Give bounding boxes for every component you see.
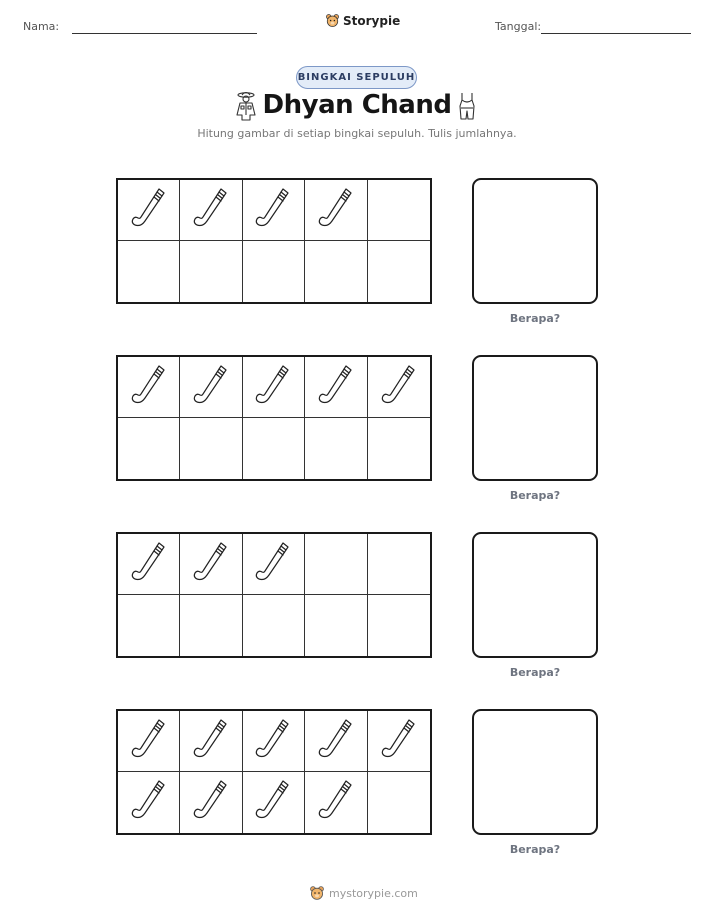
ten-frame-cell: [118, 772, 180, 833]
hockey-stick-icon: [191, 363, 231, 412]
name-label: Nama:: [23, 20, 60, 33]
hockey-stick-icon: [379, 363, 419, 412]
ten-frame-cell: [243, 772, 305, 833]
ten-frame-cell: [305, 772, 367, 833]
ten-frame-cell: [118, 595, 180, 656]
ten-frame-cell: [305, 534, 367, 595]
brand-logo: [325, 13, 400, 28]
worksheet-type-badge: BINGKAI SEPULUH: [296, 66, 417, 89]
ten-frame-cell: [180, 772, 242, 833]
answer-label: Berapa?: [509, 489, 561, 502]
answer-label: Berapa?: [509, 666, 561, 679]
hockey-stick-icon: [191, 186, 231, 235]
hockey-stick-icon: [253, 717, 293, 766]
bear-mascot-icon: [309, 885, 325, 901]
answer-box[interactable]: [472, 709, 598, 835]
ten-frame-cell: [180, 534, 242, 595]
answer-box[interactable]: [472, 178, 598, 304]
ten-frame-cell: [118, 711, 180, 772]
sports-singlet-icon: [456, 92, 478, 120]
ten-frame-cell: [118, 534, 180, 595]
ten-frame-cell: [243, 711, 305, 772]
ten-frame-cell: [180, 595, 242, 656]
ten-frame-cell: [243, 241, 305, 302]
brand-name: Storypie: [343, 13, 401, 28]
bear-mascot-icon: [325, 13, 340, 28]
ten-frame-cell: [305, 711, 367, 772]
hockey-stick-icon: [253, 186, 293, 235]
date-line: [541, 33, 691, 34]
ten-frame-cell: [180, 711, 242, 772]
page-title: Dhyan Chand: [262, 90, 452, 120]
instructions: Hitung gambar di setiap bingkai sepuluh. Tulis jumlahnya.: [197, 127, 517, 140]
ten-frame-cell: [118, 418, 180, 479]
ten-frame-cell: [305, 357, 367, 418]
hockey-stick-icon: [129, 363, 169, 412]
hockey-stick-icon: [316, 186, 356, 235]
hockey-stick-icon: [253, 778, 293, 827]
hockey-stick-icon: [316, 717, 356, 766]
ten-frame-cell: [243, 595, 305, 656]
ten-frame-cell: [305, 180, 367, 241]
hockey-stick-icon: [316, 363, 356, 412]
answer-label: Berapa?: [509, 312, 561, 325]
name-line: [72, 33, 257, 34]
ten-frame-cell: [118, 241, 180, 302]
ten-frame-cell: [368, 241, 430, 302]
ten-frame-cell: [118, 357, 180, 418]
hockey-stick-icon: [191, 717, 231, 766]
ten-frame-cell: [243, 418, 305, 479]
hockey-stick-icon: [129, 186, 169, 235]
ten-frame-cell: [305, 241, 367, 302]
hockey-stick-icon: [379, 717, 419, 766]
answer-box[interactable]: [472, 532, 598, 658]
ten-frame-cell: [305, 595, 367, 656]
ten-frame-cell: [368, 418, 430, 479]
ten-frame-cell: [180, 180, 242, 241]
hockey-stick-icon: [253, 540, 293, 589]
ten-frame-cell: [368, 180, 430, 241]
hockey-stick-icon: [129, 717, 169, 766]
hockey-stick-icon: [191, 540, 231, 589]
ten-frame-cell: [368, 534, 430, 595]
hockey-stick-icon: [253, 363, 293, 412]
ten-frame: [116, 178, 432, 304]
ten-frame-cell: [368, 711, 430, 772]
footer-url: mystorypie.com: [329, 886, 418, 900]
ten-frame-cell: [305, 418, 367, 479]
ten-frame-cell: [368, 357, 430, 418]
ten-frame-cell: [243, 534, 305, 595]
hockey-stick-icon: [129, 540, 169, 589]
ten-frame: [116, 355, 432, 481]
ten-frame-cell: [243, 357, 305, 418]
ten-frame-cell: [368, 772, 430, 833]
hockey-stick-icon: [316, 778, 356, 827]
date-label: Tanggal:: [495, 20, 542, 33]
hockey-stick-icon: [129, 778, 169, 827]
ten-frame: [116, 709, 432, 835]
ten-frame-cell: [118, 180, 180, 241]
ten-frame-cell: [180, 418, 242, 479]
ten-frame-cell: [243, 180, 305, 241]
answer-box[interactable]: [472, 355, 598, 481]
ten-frame-cell: [180, 357, 242, 418]
footer: [309, 885, 418, 901]
answer-label: Berapa?: [509, 843, 561, 856]
ten-frame-cell: [180, 241, 242, 302]
hockey-stick-icon: [191, 778, 231, 827]
ten-frame-cell: [368, 595, 430, 656]
ten-frame: [116, 532, 432, 658]
